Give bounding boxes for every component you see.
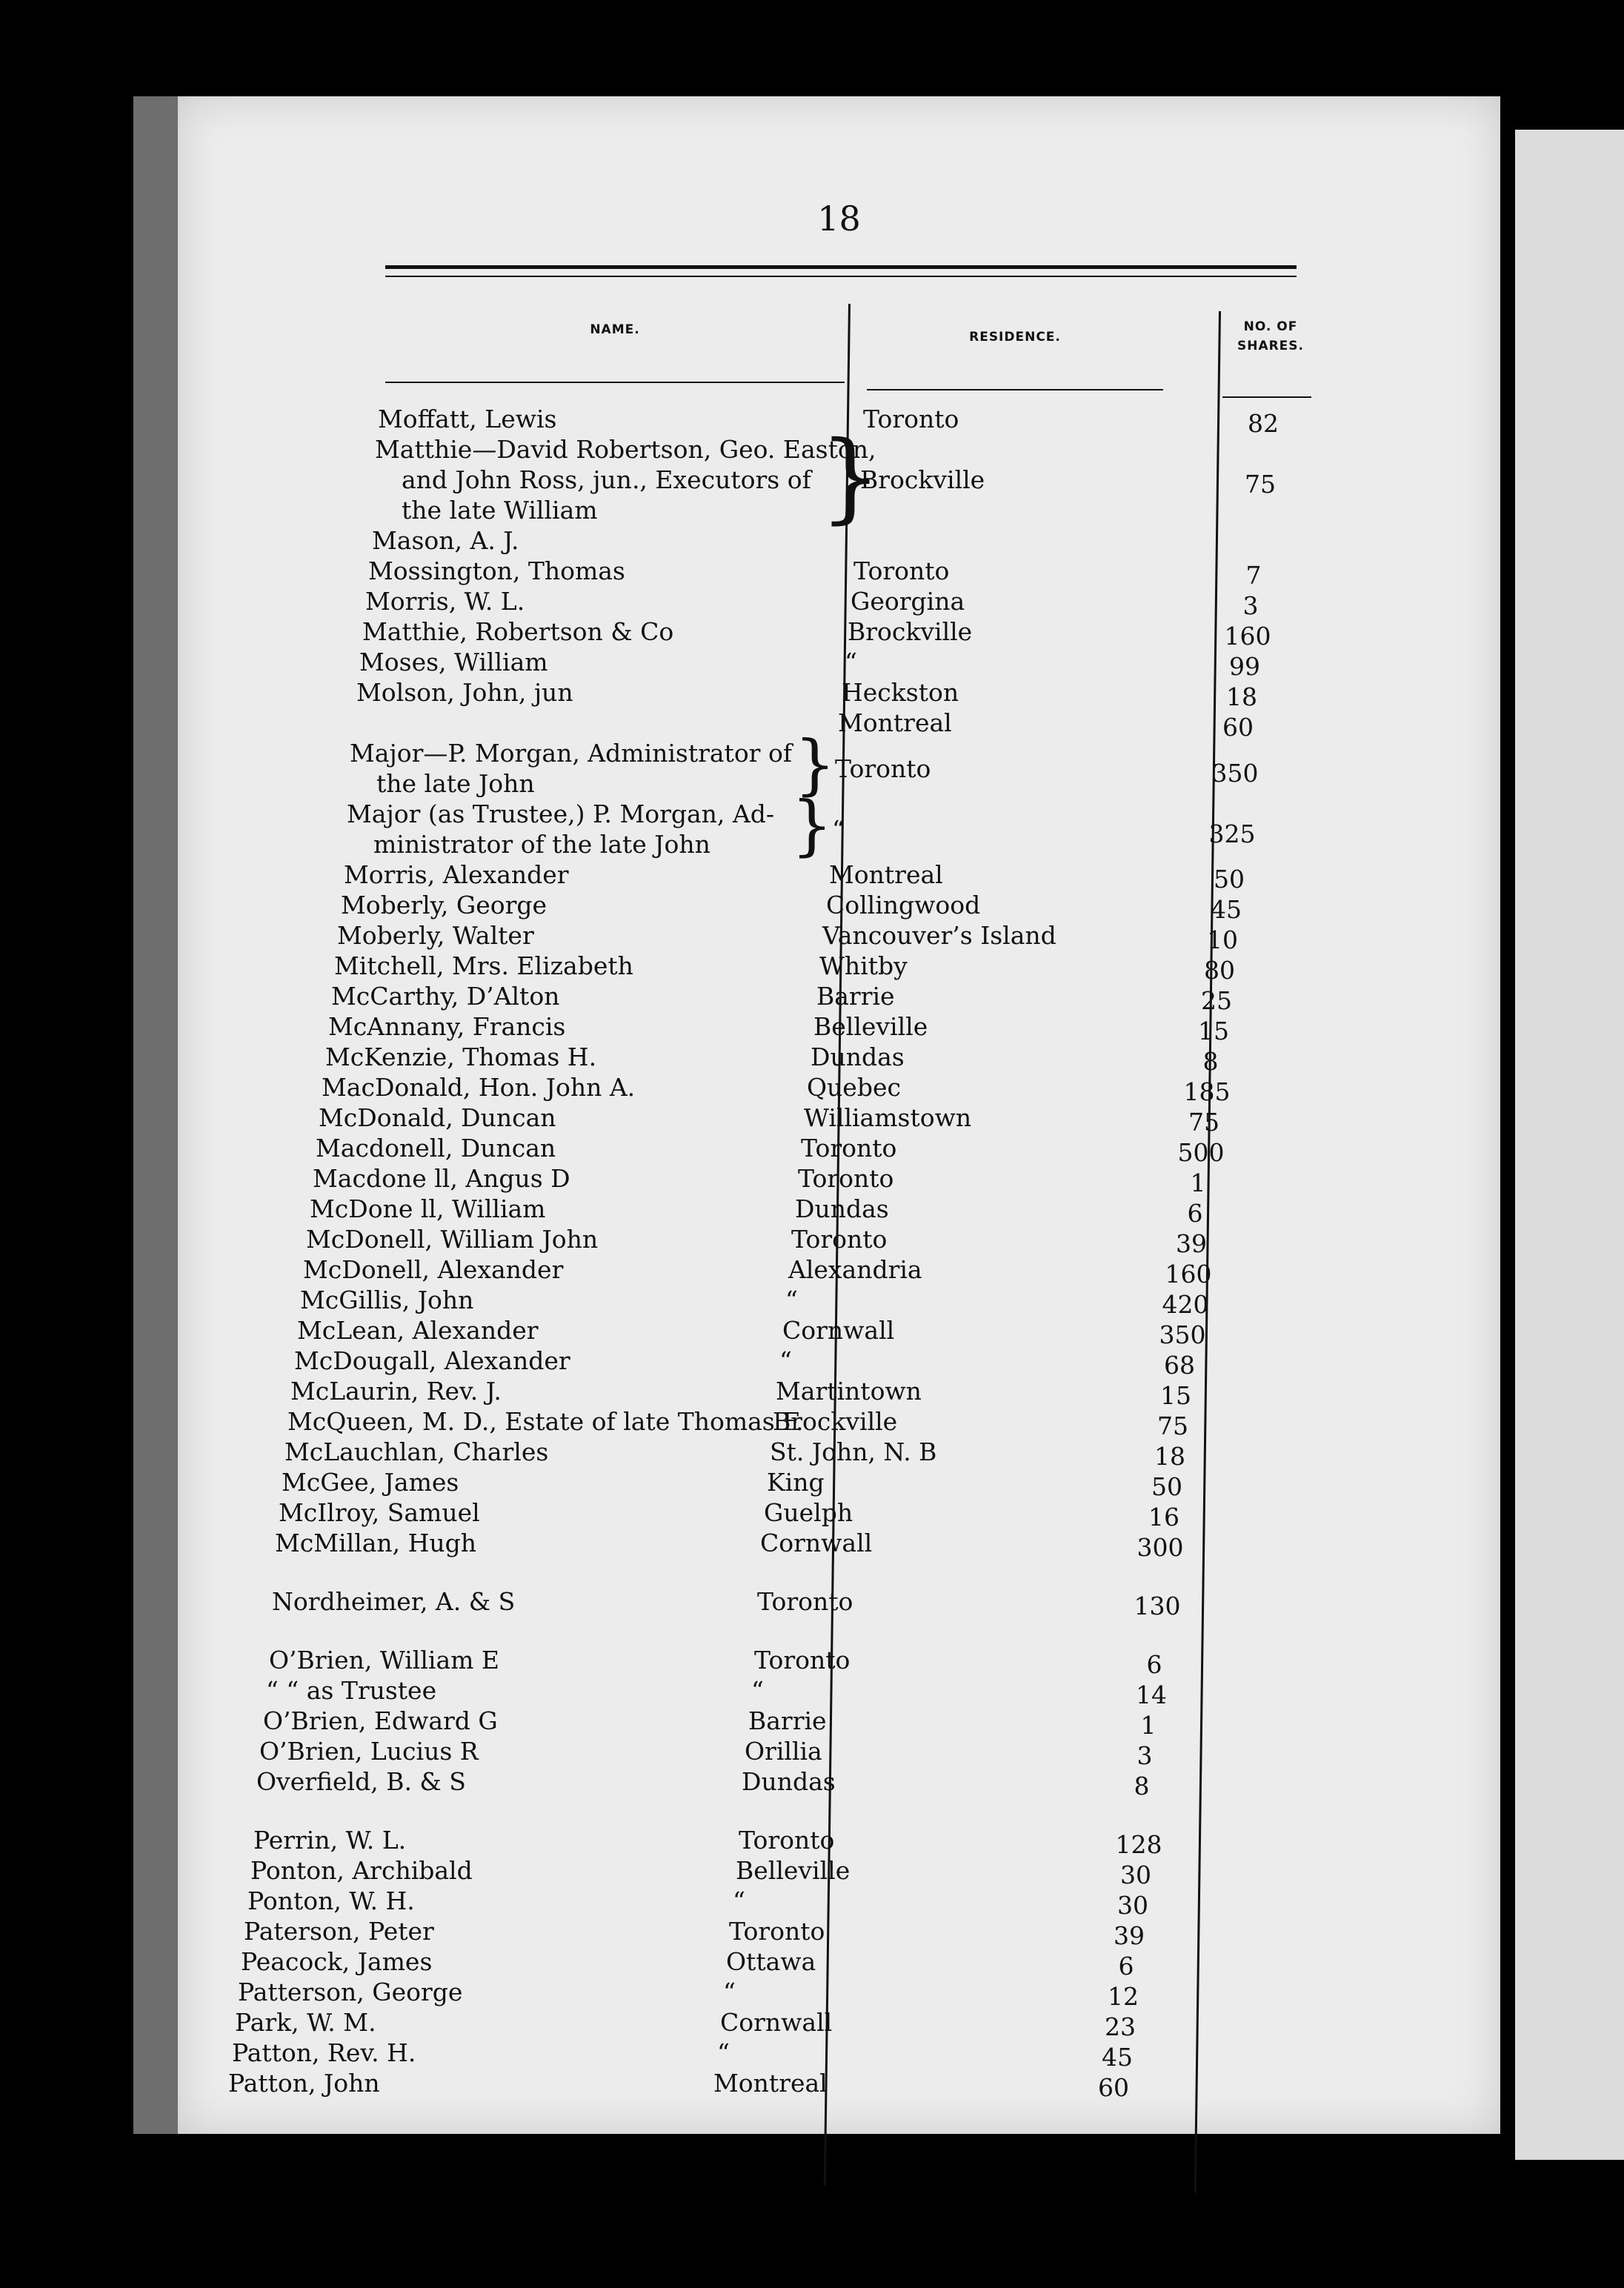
- table-row: [178, 1675, 1500, 1709]
- residence-cell: “: [832, 814, 845, 844]
- shareholder-name: [287, 1406, 804, 1437]
- table-row: [178, 1224, 1500, 1258]
- table-row: [178, 2038, 1500, 2072]
- name-line: O’Brien, William E: [269, 1646, 499, 1675]
- shares-cell: 7: [1245, 561, 1262, 590]
- name-line: MacDonald, Hon. John A.: [322, 1073, 636, 1102]
- residence-cell: Toronto: [739, 1826, 835, 1855]
- shareholder-name: [322, 1072, 766, 1103]
- adjacent-page-edge: [1515, 130, 1624, 2160]
- shareholder-name: [235, 2007, 679, 2038]
- residence-cell: “: [717, 2038, 730, 2067]
- shares-cell: 350: [1211, 758, 1259, 788]
- residence-cell: Toronto: [729, 1917, 825, 1946]
- table-row: [178, 2068, 1500, 2102]
- name-line: Ponton, W. H.: [247, 1886, 415, 1915]
- table-row: [178, 1946, 1500, 1981]
- shares-cell: 420: [1162, 1290, 1209, 1319]
- table-row: [178, 1977, 1500, 2011]
- shareholder-name: [306, 1224, 751, 1254]
- header-residence: RESIDENCE.: [969, 330, 1061, 345]
- residence-cell: “: [733, 1886, 745, 1915]
- residence-cell: Barrie: [816, 982, 895, 1011]
- name-line: Patton, John: [228, 2069, 380, 2098]
- shares-cell: 30: [1120, 1860, 1151, 1889]
- shareholder-name: [328, 1011, 773, 1042]
- residence-cell: Montreal: [829, 860, 943, 889]
- shareholder-name: [372, 525, 816, 556]
- shareholder-name: [253, 1825, 698, 1855]
- name-line: Major (as Trustee,) P. Morgan, Ad-: [347, 799, 775, 828]
- shares-cell: 6: [1146, 1650, 1162, 1679]
- shares-cell: 18: [1226, 682, 1257, 711]
- shareholder-name: [259, 1736, 704, 1766]
- table-row: [178, 1254, 1500, 1288]
- residence-cell: Vancouver’s Island: [822, 921, 1056, 950]
- name-line: McIlroy, Samuel: [279, 1498, 480, 1527]
- shares-cell: 16: [1148, 1503, 1179, 1532]
- table-row: [178, 920, 1500, 954]
- shares-cell: 8: [1134, 1772, 1150, 1800]
- brace-mark: }: [794, 726, 836, 802]
- table-row: [178, 1011, 1500, 1045]
- name-line: McLauchlan, Charles: [284, 1437, 549, 1466]
- shares-cell: 1: [1190, 1168, 1206, 1197]
- shares-cell: 6: [1118, 1952, 1134, 1981]
- shares-cell: 185: [1183, 1077, 1231, 1106]
- residence-cell: Montreal: [713, 2069, 828, 2098]
- residence-cell: Dundas: [742, 1767, 836, 1796]
- residence-cell: Quebec: [807, 1073, 901, 1102]
- shareholder-name: [337, 920, 782, 951]
- name-line: McDougall, Alexander: [294, 1346, 570, 1375]
- table-row: [178, 1103, 1500, 1137]
- ledger-page: [178, 96, 1500, 2134]
- shareholder-name: [297, 1315, 742, 1346]
- shareholder-name: [375, 434, 876, 525]
- shares-cell: 23: [1105, 2012, 1136, 2041]
- name-line: McLaurin, Rev. J.: [290, 1377, 502, 1406]
- shares-cell: 99: [1229, 652, 1260, 681]
- page-number: 18: [817, 199, 861, 239]
- shareholder-name: [344, 859, 788, 890]
- residence-cell: Brockville: [773, 1407, 898, 1436]
- shareholder-name: [347, 799, 791, 859]
- table-row: [178, 1886, 1500, 1920]
- residence-cell: Orillia: [745, 1737, 822, 1766]
- table-row: [178, 1133, 1500, 1167]
- shareholder-name: [316, 1133, 760, 1163]
- shares-cell: 68: [1164, 1351, 1195, 1380]
- shareholder-name: [319, 1103, 763, 1133]
- shareholder-name: [353, 708, 797, 738]
- residence-cell: Belleville: [813, 1012, 928, 1041]
- residence-cell: Guelph: [764, 1498, 853, 1527]
- table-row: [178, 1406, 1500, 1440]
- residence-cell: Whitby: [819, 951, 908, 980]
- shares-cell: 82: [1248, 409, 1279, 438]
- name-line: Molson, John, jun: [356, 678, 573, 707]
- table-row: [178, 1315, 1500, 1349]
- name-line: Mossington, Thomas: [368, 556, 625, 585]
- shares-cell: 1: [1140, 1711, 1157, 1740]
- shares-cell: 500: [1177, 1138, 1225, 1167]
- table-row: [178, 951, 1500, 985]
- table-row: [178, 616, 1500, 651]
- shareholder-name: [247, 1886, 692, 1916]
- shares-cell: 130: [1134, 1592, 1181, 1620]
- residence-cell: Williamstown: [804, 1103, 972, 1132]
- table-row: [178, 1916, 1500, 1950]
- name-line: McDonell, Alexander: [303, 1255, 564, 1284]
- table-row: [178, 1376, 1500, 1410]
- name-line: Park, W. M.: [235, 2008, 376, 2037]
- shareholder-name: [256, 1766, 701, 1797]
- residence-cell: “: [751, 1676, 764, 1705]
- shares-cell: 25: [1201, 986, 1232, 1015]
- name-line: Peacock, James: [241, 1947, 433, 1976]
- name-line: McDonell, William John: [306, 1225, 599, 1254]
- table-row: [178, 647, 1500, 681]
- name-line: McMillan, Hugh: [275, 1529, 477, 1557]
- top-rule-thin: [385, 276, 1297, 277]
- table-row: [178, 1586, 1500, 1620]
- name-line: Mason, A. J.: [372, 526, 519, 555]
- shareholder-name: [279, 1497, 723, 1528]
- name-line: “ “ as Trustee: [266, 1676, 437, 1705]
- residence-cell: Collingwood: [826, 891, 981, 919]
- residence-cell: Georgina: [851, 587, 965, 616]
- shareholder-name: [300, 1285, 745, 1315]
- shares-cell: 18: [1154, 1442, 1185, 1471]
- residence-cell: Cornwall: [782, 1316, 895, 1345]
- name-line: the late John: [376, 769, 535, 798]
- shareholder-name: [365, 586, 810, 616]
- residence-cell: Montreal: [838, 708, 952, 737]
- shares-cell: 15: [1198, 1017, 1229, 1045]
- header-rule-shares: [1222, 396, 1311, 398]
- name-line: Major—P. Morgan, Administrator of: [350, 739, 793, 768]
- shares-cell: 8: [1202, 1047, 1219, 1076]
- name-line: McQueen, M. D., Estate of late Thomas F.: [287, 1407, 804, 1436]
- header-name: NAME.: [590, 322, 640, 337]
- name-line: O’Brien, Edward G: [263, 1706, 498, 1735]
- residence-cell: Dundas: [811, 1042, 905, 1071]
- table-row: [178, 859, 1500, 894]
- name-line: McDonald, Duncan: [319, 1103, 556, 1132]
- shareholder-name: [331, 981, 776, 1011]
- table-row: [178, 1042, 1500, 1076]
- name-line: McGee, James: [282, 1468, 459, 1497]
- name-line: Matthie, Robertson & Co: [362, 617, 674, 646]
- shares-cell: 10: [1207, 925, 1238, 954]
- shares-cell: 45: [1211, 895, 1242, 924]
- residence-cell: “: [723, 1978, 736, 2006]
- name-line: [353, 708, 797, 738]
- table-row: [178, 708, 1500, 742]
- shareholder-name: [294, 1346, 739, 1376]
- name-line: McLean, Alexander: [297, 1316, 539, 1345]
- shareholder-name: [263, 1706, 708, 1736]
- shares-cell: 50: [1151, 1472, 1182, 1501]
- shareholder-name: [356, 677, 801, 708]
- name-line: Nordheimer, A. & S: [272, 1587, 516, 1616]
- shareholder-name: [341, 890, 785, 920]
- shares-cell: 45: [1102, 2043, 1133, 2072]
- name-line: McGillis, John: [300, 1286, 474, 1314]
- name-line: Moberly, Walter: [337, 921, 534, 950]
- shareholder-name: [250, 1855, 695, 1886]
- shareholder-name: [275, 1528, 719, 1558]
- residence-cell: Toronto: [835, 754, 931, 783]
- residence-cell: Heckston: [842, 678, 959, 707]
- name-line: ministrator of the late John: [373, 830, 710, 859]
- shares-cell: 12: [1108, 1982, 1139, 2011]
- shareholder-name: [325, 1042, 770, 1072]
- shareholder-name: [232, 2038, 676, 2068]
- table-row: [178, 1645, 1500, 1679]
- shares-cell: 15: [1160, 1381, 1191, 1410]
- table-row: [178, 1194, 1500, 1228]
- table-row: [178, 677, 1500, 711]
- table-row: [178, 1467, 1500, 1501]
- residence-cell: Dundas: [795, 1194, 889, 1223]
- table-row: [178, 1072, 1500, 1106]
- shareholder-name: [244, 1916, 688, 1946]
- name-line: O’Brien, Lucius R: [259, 1737, 479, 1766]
- shareholder-name: [290, 1376, 735, 1406]
- shares-cell: 3: [1137, 1741, 1153, 1770]
- name-line: Moses, William: [359, 648, 548, 676]
- shares-cell: 60: [1222, 713, 1254, 742]
- name-line: Ponton, Archibald: [250, 1856, 473, 1885]
- name-line: McCarthy, D’Alton: [331, 982, 560, 1011]
- shareholder-name: [313, 1163, 757, 1194]
- residence-cell: Toronto: [853, 556, 950, 585]
- shareholder-name: [228, 2068, 673, 2098]
- name-line: Moberly, George: [341, 891, 548, 919]
- shares-cell: 128: [1115, 1830, 1162, 1859]
- shareholder-name: [282, 1467, 726, 1497]
- residence-cell: Martintown: [776, 1377, 922, 1406]
- table-row: [178, 1706, 1500, 1740]
- residence-cell: “: [779, 1346, 792, 1375]
- residence-cell: Toronto: [754, 1646, 851, 1675]
- residence-cell: Toronto: [757, 1587, 853, 1616]
- name-line: Patton, Rev. H.: [232, 2038, 416, 2067]
- shareholder-name: [303, 1254, 748, 1285]
- name-line: the late William: [402, 496, 598, 525]
- table-row: [178, 1736, 1500, 1770]
- residence-cell: Toronto: [798, 1164, 894, 1193]
- shares-cell: 350: [1159, 1320, 1206, 1349]
- name-line: Macdone ll, Angus D: [313, 1164, 570, 1193]
- shares-cell: 50: [1214, 865, 1245, 894]
- shares-cell: 39: [1114, 1921, 1145, 1950]
- name-line: Morris, Alexander: [344, 860, 569, 889]
- residence-cell: Ottawa: [726, 1947, 816, 1976]
- residence-cell: Alexandria: [788, 1255, 922, 1284]
- header-shares: NO. OF SHARES.: [1237, 319, 1305, 353]
- name-line: Moffatt, Lewis: [378, 405, 557, 433]
- shares-cell: 80: [1204, 956, 1235, 985]
- shareholder-name: [272, 1586, 716, 1617]
- name-line: Overfield, B. & S: [256, 1767, 466, 1796]
- shares-cell: 75: [1157, 1411, 1188, 1440]
- name-line: Macdonell, Duncan: [316, 1134, 556, 1163]
- table-row: [178, 1346, 1500, 1380]
- table-row: [178, 1825, 1500, 1859]
- name-line: Matthie—David Robertson, Geo. Easton,: [375, 435, 876, 464]
- residence-cell: Cornwall: [720, 2008, 833, 2037]
- residence-cell: Toronto: [791, 1225, 888, 1254]
- shareholder-name: [378, 404, 822, 434]
- shareholder-name: [269, 1645, 713, 1675]
- shareholder-name: [334, 951, 779, 981]
- shares-cell: 14: [1136, 1680, 1167, 1709]
- table-row: [178, 586, 1500, 620]
- name-line: Mitchell, Mrs. Elizabeth: [334, 951, 633, 980]
- shares-cell: 3: [1242, 591, 1259, 620]
- residence-cell: Toronto: [801, 1134, 897, 1163]
- table-row: [178, 525, 1500, 556]
- name-line: McKenzie, Thomas H.: [325, 1042, 597, 1071]
- residence-cell: St. John, N. B: [770, 1437, 937, 1466]
- name-line: Patterson, George: [238, 1978, 463, 2006]
- name-line: McAnnany, Francis: [328, 1012, 566, 1041]
- shares-cell: 160: [1165, 1260, 1212, 1288]
- shares-cell: 75: [1188, 1108, 1219, 1137]
- table-row: [178, 981, 1500, 1015]
- residence-cell: Belleville: [736, 1856, 851, 1885]
- residence-cell: Toronto: [863, 405, 959, 433]
- residence-cell: “: [785, 1286, 798, 1314]
- name-line: and John Ross, jun., Executors of: [402, 465, 811, 494]
- table-row: [178, 1497, 1500, 1532]
- shareholder-name: [350, 738, 794, 799]
- brace-mark: }: [791, 787, 833, 863]
- residence-cell: Barrie: [748, 1706, 827, 1735]
- residence-cell: “: [845, 648, 857, 676]
- top-rule: [385, 265, 1297, 269]
- page-edge: [133, 96, 179, 2134]
- shares-cell: 39: [1176, 1229, 1207, 1258]
- shareholder-name: [241, 1946, 685, 1977]
- table-row: [178, 1766, 1500, 1800]
- shares-cell: 325: [1208, 819, 1256, 848]
- shares-cell: 6: [1187, 1199, 1203, 1228]
- shareholder-name: [238, 1977, 682, 2007]
- shareholder-name: [310, 1194, 754, 1224]
- header-rule-name: [385, 382, 845, 383]
- table-row: [178, 1855, 1500, 1889]
- shareholder-name: [266, 1675, 710, 1706]
- residence-cell: Cornwall: [760, 1529, 873, 1557]
- name-line: Perrin, W. L.: [253, 1826, 407, 1855]
- shareholder-name: [359, 647, 804, 677]
- table-row: [178, 787, 1500, 863]
- table-row: [178, 890, 1500, 924]
- shares-cell: 160: [1224, 622, 1271, 651]
- header-rule-residence: [867, 389, 1163, 390]
- shareholder-name: [362, 616, 807, 647]
- table-row: [178, 1437, 1500, 1471]
- shares-cell: 30: [1117, 1891, 1148, 1920]
- table-row: [178, 1528, 1500, 1562]
- residence-cell: Brockville: [848, 617, 973, 646]
- residence-cell: King: [767, 1468, 825, 1497]
- shares-cell: 300: [1137, 1533, 1184, 1562]
- table-row: [178, 1285, 1500, 1319]
- name-line: McDone ll, William: [310, 1194, 546, 1223]
- residence-cell: Brockville: [860, 465, 985, 494]
- name-line: Paterson, Peter: [244, 1917, 434, 1946]
- shareholder-name: [284, 1437, 729, 1467]
- brace-mark: }: [819, 420, 882, 534]
- name-line: Morris, W. L.: [365, 587, 525, 616]
- table-row: [178, 556, 1500, 590]
- shareholder-name: [368, 556, 813, 586]
- shares-cell: 75: [1245, 470, 1276, 499]
- shares-cell: 60: [1098, 2073, 1129, 2102]
- table-row: [178, 1163, 1500, 1197]
- table-row: [178, 2007, 1500, 2041]
